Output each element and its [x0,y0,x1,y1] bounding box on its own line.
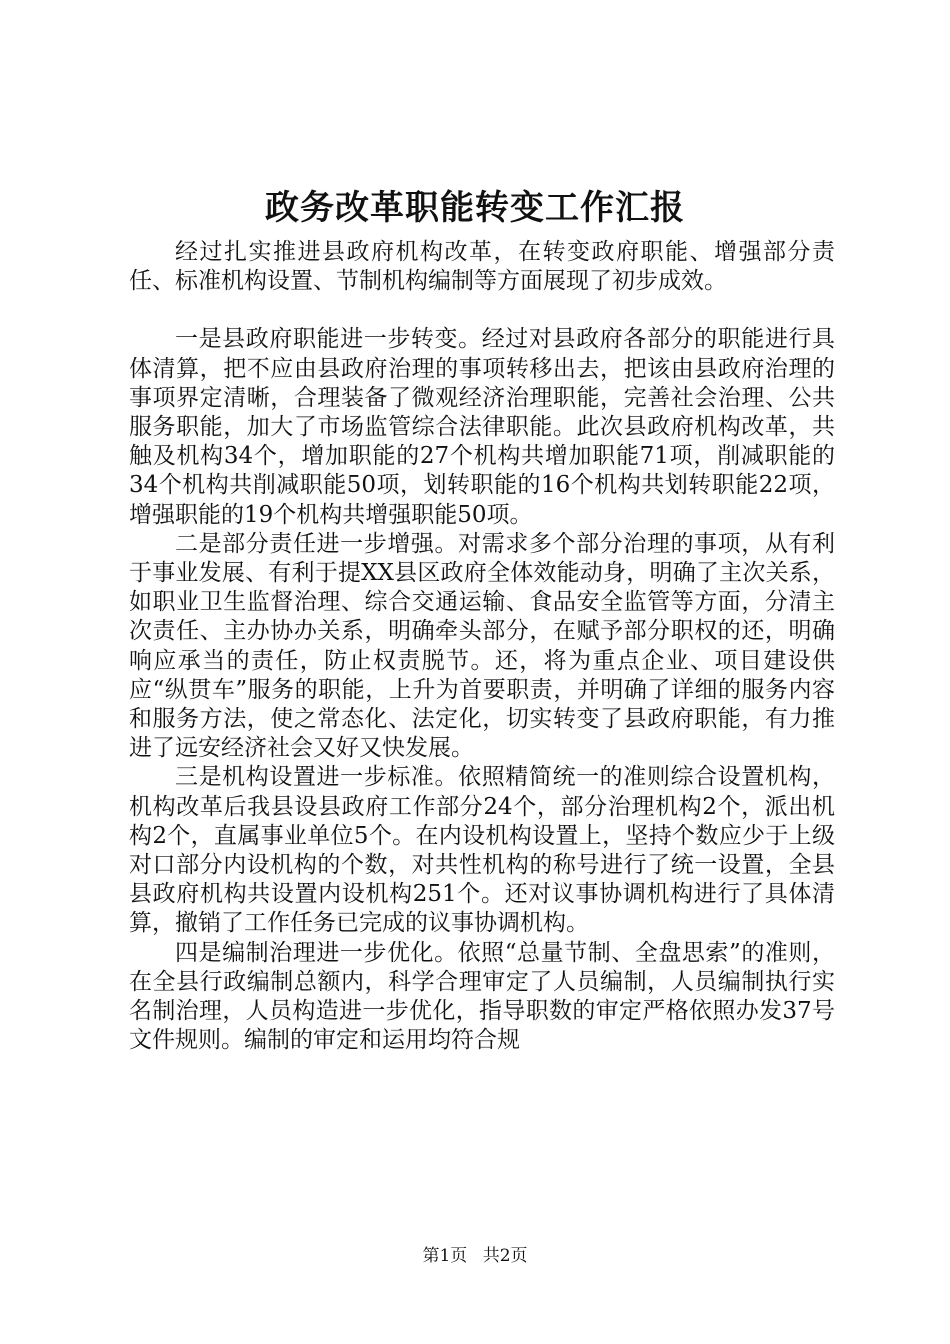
paragraph-spacer [129,296,835,325]
page-number: 第1页 [422,1246,468,1266]
paragraph-3: 三是机构设置进一步标准。依照精简统一的准则综合设置机构，机构改革后我县设县政府工作部分24个，部分治理机构2个，派出机构2个，直属事业单位5个。在内设机构设置上，坚持个数应少于上级对口部分内设机构的个数，对共性机构的称号进行了统一设置，全县县政府机构共设置内设机构251个。还对议事协调机构进行了具体清算，撤销了工作任务已完成的议事协调机构。 [129,764,835,937]
intro-paragraph: 经过扎实推进县政府机构改革，在转变政府职能、增强部分责任、标准机构设置、节制机构编制等方面展现了初步成效。 [129,239,835,295]
page-total: 共2页 [482,1246,528,1266]
document-title: 政务改革职能转变工作汇报 [265,188,685,228]
paragraph-1: 一是县政府职能进一步转变。经过对县政府各部分的职能进行具体清算，把不应由县政府治理的事项转移出去，把该由县政府治理的事项界定清晰，合理装备了微观经济治理职能，完善社会治理、公共服务职能，加大了市场监管综合法律职能。此次县政府机构改革，共触及机构34个，增加职能的27个机构共增加职能71项，削减职能的34个机构共削减职能50项，划转职能的16个机构共划转职能22项，增强职能的19个机构共增强职能50项。 [129,326,835,528]
paragraph-4: 四是编制治理进一步优化。依照“总量节制、全盘思索”的准则，在全县行政编制总额内，科学合理审定了人员编制，人员编制执行实名制治理，人员构造进一步优化，指导职数的审定严格依照办发37号文件规则。编制的审定和运用均符合规 [129,939,835,1054]
paragraph-2: 二是部分责任进一步增强。对需求多个部分治理的事项，从有利于事业发展、有利于提XX县区政府全体效能动身，明确了主次关系，如职业卫生监督治理、综合交通运输、食品安全监管等方面，分清主次责任、主办协办关系，明确牵头部分，在赋予部分职权的还，明确响应承当的责任，防止权责脱节。还，将为重点企业、项目建设供应“纵贯车”服务的职能，上升为首要职责，并明确了详细的服务内容和服务方法，使之常态化、法定化，切实转变了县政府职能，有力推进了远安经济社会又好又快发展。 [129,530,835,762]
document-body [129,238,835,1055]
page-footer [0,1244,950,1268]
